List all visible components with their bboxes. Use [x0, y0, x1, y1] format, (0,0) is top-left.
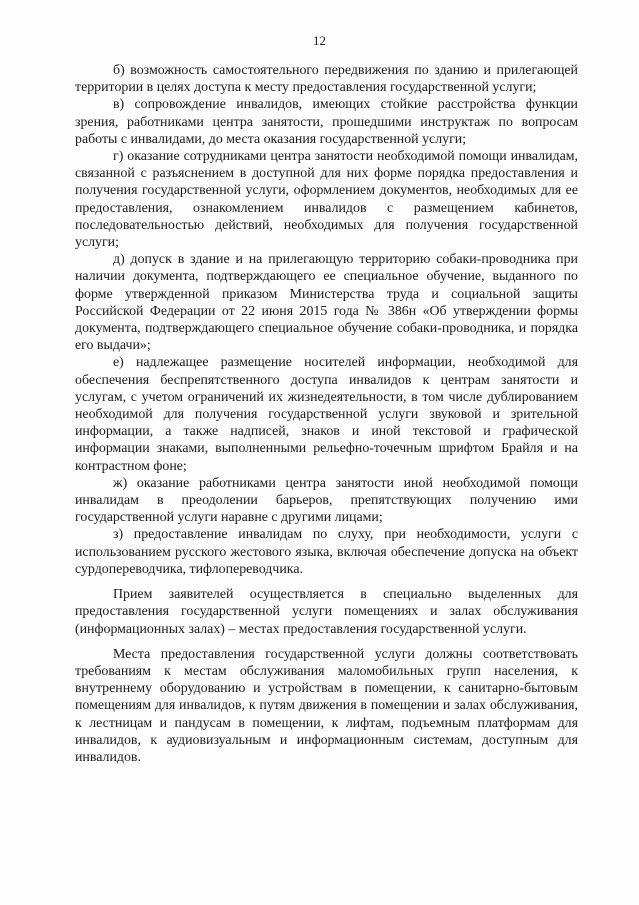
paragraph-b: б) возможность самостоятельного передвижения по зданию и прилегающей территории в целях доступа к месту предоставления государственной услуги;: [75, 63, 578, 96]
paragraph-reception: Прием заявителей осуществляется в специально выделенных для предоставления государственной услуги помещениях и залах обслуживания (информационных залах) – местах предоставления государственной услуги.: [75, 587, 578, 637]
paragraph-z: з) предоставление инвалидам по слуху, при необходимости, услуги с использованием русского жестового языка, включая обеспечение допуска на объект сурдопереводчика, тифлопереводчика.: [75, 527, 578, 577]
paragraph-e: е) надлежащее размещение носителей информации, необходимой для обеспечения беспрепятственного доступа инвалидов к центрам занятости и услугам, с учетом ограничений их жизнедеятельности, в том числе дублированием необходимой для получения государственной услуги звуковой и зрительной информации, а также надписей, знаков и иной текстовой и графической информации знаками, выполненными рельефно-точечным шрифтом Брайля и на контрастном фоне;: [75, 355, 578, 474]
paragraph-d: д) допуск в здание и на прилегающую территорию собаки-проводника при наличии документа, подтверждающего ее специальное обучение, выданного по форме утвержденной приказом Министерства труда и социальной защиты Российской Федерации от 22 июня 2015 года № 386н «Об утверждении формы документа, подтверждающего специальное обучение собаки-проводника, и порядка его выдачи»;: [75, 252, 578, 354]
paragraph-v: в) сопровождение инвалидов, имеющих стойкие расстройства функции зрения, работниками центра занятости, прошедшими инструктаж по вопросам работы с инвалидами, до места оказания государственной услуги;: [75, 97, 578, 147]
document-body: [75, 62, 578, 766]
paragraph-service-places: Места предоставления государственной услуги должны соответствовать требованиям к местам обслуживания маломобильных групп населения, к внутреннему оборудованию и устройствам в помещении, к санитарно-бытовым помещениям для инвалидов, к путям движения в помещении и залах обслуживания, к лестницам и пандусам в помещении, к лифтам, подъемным платформам для инвалидов, к аудиовизуальным и информационным системам, доступным для инвалидов.: [75, 646, 578, 765]
paragraph-g: г) оказание сотрудниками центра занятости необходимой помощи инвалидам, связанной с разъяснением в доступной для них форме порядка предоставления и получения государственной услуги, оформлением документов, необходимых для ее предоставления, ознакомлением инвалидов с размещением кабинетов, последовательностью действий, необходимых для получения государственной услуги;: [75, 149, 578, 251]
page-number: 12: [313, 33, 326, 48]
paragraph-zh: ж) оказание работниками центра занятости иной необходимой помощи инвалидам в преодолении барьеров, препятствующих получению ими государственной услуги наравне с другими лицами;: [75, 475, 578, 526]
